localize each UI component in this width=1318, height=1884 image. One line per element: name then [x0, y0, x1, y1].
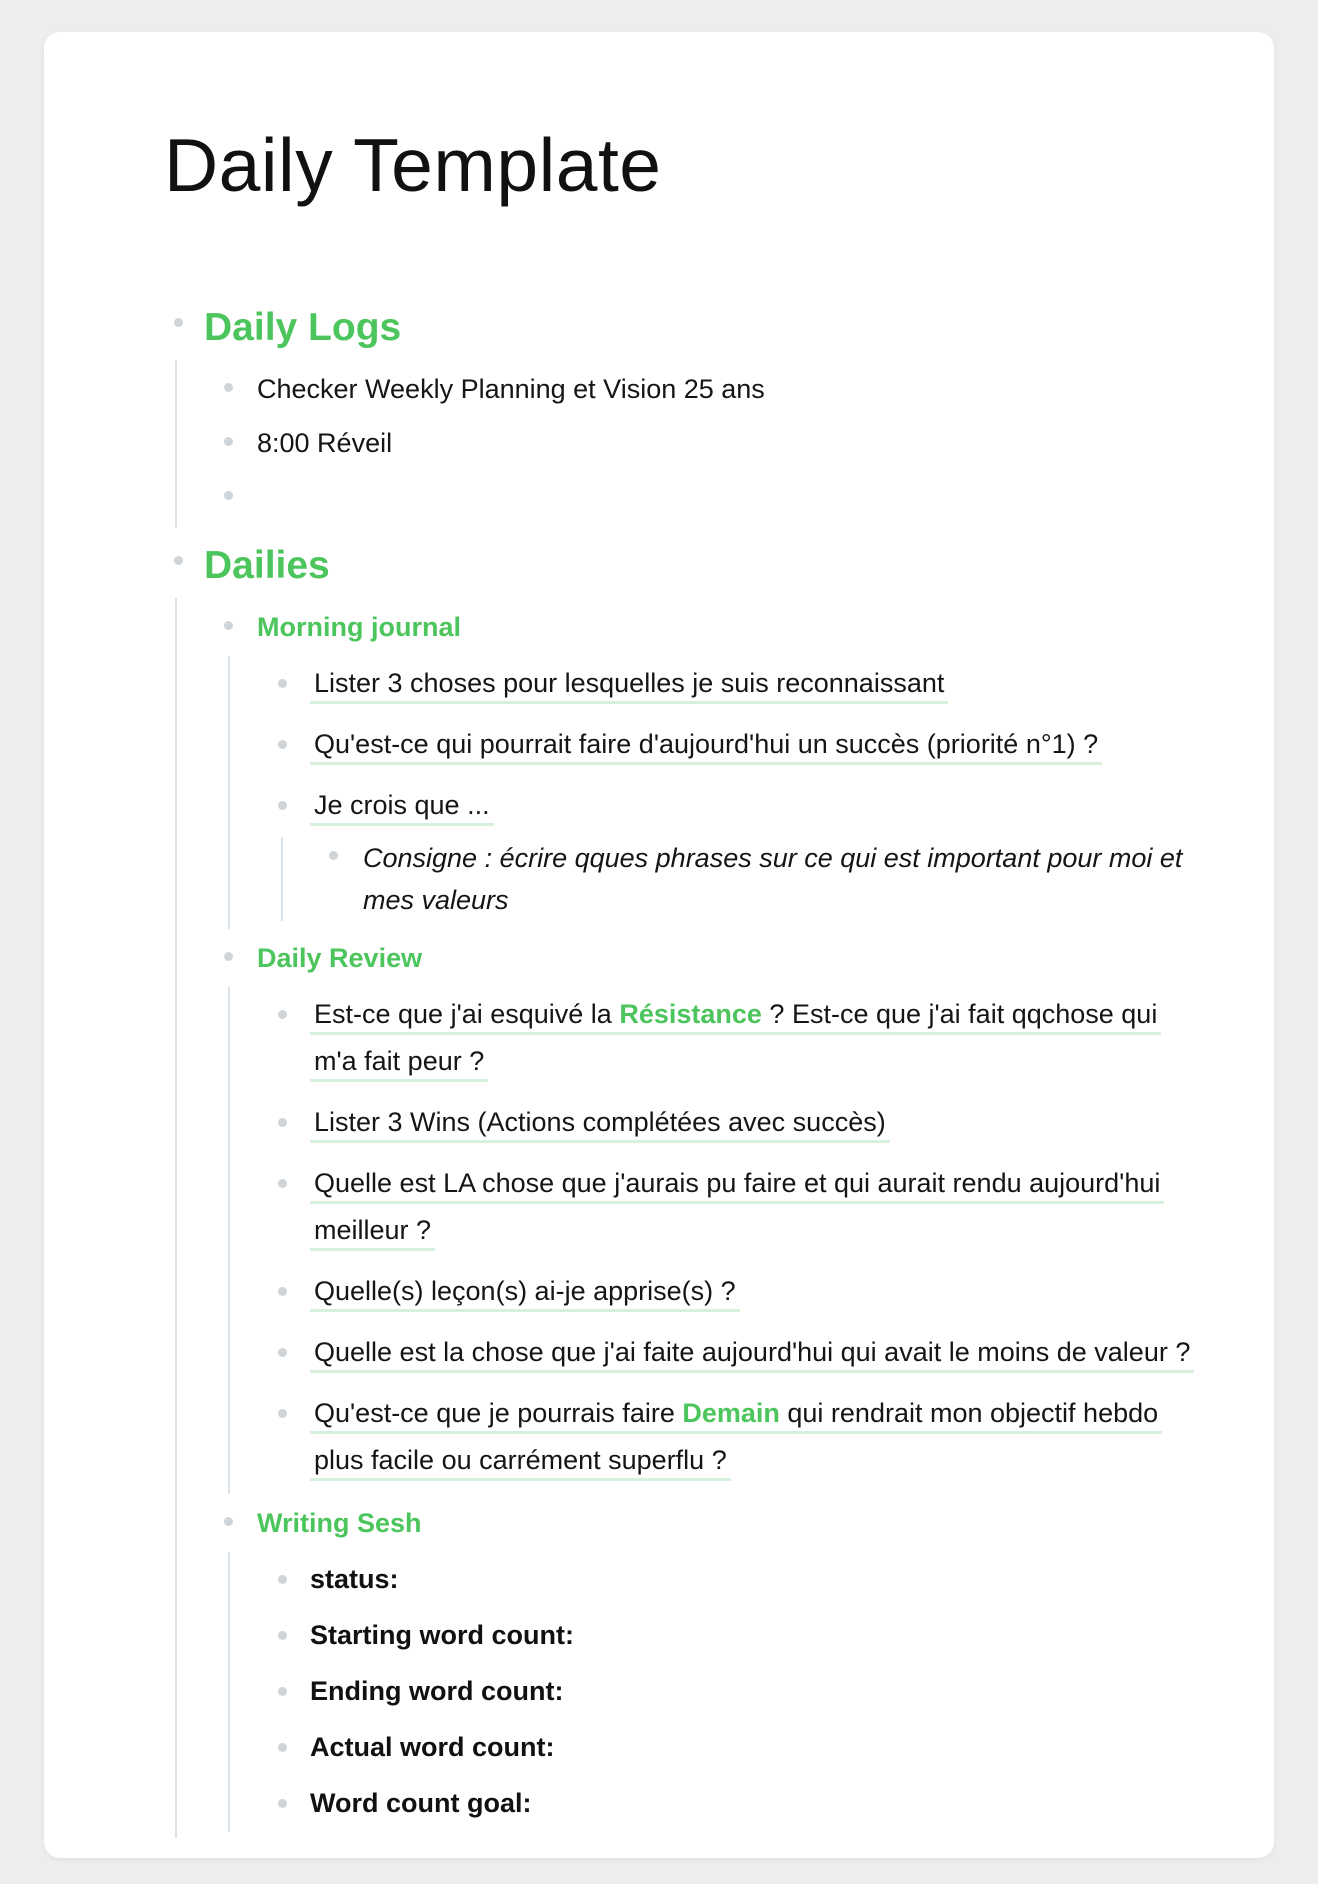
bullet-icon[interactable] — [174, 318, 183, 327]
bullet-icon[interactable] — [278, 1575, 287, 1584]
dailies-children — [175, 598, 1204, 1838]
bullet-icon[interactable] — [174, 556, 183, 565]
morning-journal-children — [228, 656, 1204, 929]
field-actual-word-count[interactable]: Actual word count: — [310, 1732, 555, 1762]
resistance-link[interactable]: Résistance — [619, 999, 762, 1029]
list-item — [230, 1776, 1204, 1832]
bullet-icon[interactable] — [278, 1631, 287, 1640]
list-item — [177, 416, 1204, 470]
page-title[interactable]: Daily Template — [164, 123, 662, 207]
bullet-icon[interactable] — [278, 1179, 287, 1188]
journal-prompt[interactable]: Qu'est-ce qui pourrait faire d'aujourd'hui un succès (priorité n°1) ? — [310, 723, 1102, 765]
daily-review-children — [228, 987, 1204, 1494]
note-page — [44, 32, 1274, 1858]
log-item[interactable]: Checker Weekly Planning et Vision 25 ans — [257, 374, 765, 404]
list-item — [230, 656, 1204, 717]
block-writing-sesh — [177, 1496, 1204, 1832]
bullet-icon[interactable] — [224, 621, 233, 630]
list-item — [230, 1264, 1204, 1325]
review-prompt[interactable]: Est-ce que j'ai esquivé la Résistance ? Est-ce que j'ai fait qqchose qui m'a fait peur ? — [310, 993, 1161, 1082]
bullet-icon[interactable] — [278, 740, 287, 749]
bullet-icon[interactable] — [224, 437, 233, 446]
list-item — [230, 1720, 1204, 1776]
list-item — [177, 362, 1204, 416]
review-prompt[interactable]: Quelle est la chose que j'ai faite aujourd'hui qui avait le moins de valeur ? — [310, 1331, 1194, 1373]
field-word-count-goal[interactable]: Word count goal: — [310, 1788, 532, 1818]
bullet-icon[interactable] — [278, 1010, 287, 1019]
daily-logs-children — [175, 360, 1204, 528]
block-dailies — [124, 538, 1204, 1838]
bullet-icon[interactable] — [278, 1799, 287, 1808]
review-prompt[interactable]: Lister 3 Wins (Actions complétées avec succès) — [310, 1101, 890, 1143]
list-item — [177, 470, 1204, 524]
block-daily-logs — [124, 300, 1204, 528]
heading-dailies[interactable]: Dailies — [204, 544, 330, 587]
field-starting-word-count[interactable]: Starting word count: — [310, 1620, 574, 1650]
list-item — [230, 1325, 1204, 1386]
demain-link[interactable]: Demain — [682, 1398, 780, 1428]
block-daily-review — [177, 931, 1204, 1494]
list-item — [230, 1095, 1204, 1156]
heading-daily-review[interactable]: Daily Review — [257, 943, 423, 973]
bullet-icon[interactable] — [278, 1687, 287, 1696]
heading-morning-journal[interactable]: Morning journal — [257, 612, 461, 642]
field-status[interactable]: status: — [310, 1564, 399, 1594]
bullet-icon[interactable] — [224, 383, 233, 392]
consigne-note[interactable]: Consigne : écrire qques phrases sur ce qui est important pour moi et mes valeurs — [363, 843, 1183, 915]
bullet-icon[interactable] — [278, 1743, 287, 1752]
list-item — [230, 778, 1204, 929]
bullet-icon[interactable] — [278, 679, 287, 688]
bullet-icon[interactable] — [224, 952, 233, 961]
bullet-icon[interactable] — [278, 1118, 287, 1127]
log-item[interactable]: 8:00 Réveil — [257, 428, 393, 458]
journal-prompt[interactable]: Je crois que ... — [310, 784, 494, 826]
list-item — [230, 1608, 1204, 1664]
list-item — [230, 1664, 1204, 1720]
list-item — [230, 717, 1204, 778]
writing-sesh-children — [228, 1552, 1204, 1832]
journal-prompt[interactable]: Lister 3 choses pour lesquelles je suis reconnaissant — [310, 662, 948, 704]
list-item — [230, 1552, 1204, 1608]
field-ending-word-count[interactable]: Ending word count: — [310, 1676, 564, 1706]
review-prompt[interactable]: Quelle(s) leçon(s) ai-je apprise(s) ? — [310, 1270, 740, 1312]
list-item — [230, 987, 1204, 1095]
review-prompt[interactable]: Quelle est LA chose que j'aurais pu faire et qui aurait rendu aujourd'hui meilleur ? — [310, 1162, 1164, 1251]
heading-writing-sesh[interactable]: Writing Sesh — [257, 1508, 422, 1538]
heading-daily-logs[interactable]: Daily Logs — [204, 306, 402, 349]
consigne-children — [281, 837, 1204, 921]
bullet-icon[interactable] — [224, 1517, 233, 1526]
bullet-icon[interactable] — [278, 1409, 287, 1418]
review-prompt[interactable]: Qu'est-ce que je pourrais faire Demain qui rendrait mon objectif hebdo plus facile ou carrément superflu ? — [310, 1392, 1162, 1481]
list-item — [283, 837, 1204, 921]
outline — [124, 300, 1204, 1838]
bullet-icon[interactable] — [278, 801, 287, 810]
block-morning-journal — [177, 600, 1204, 929]
list-item — [230, 1386, 1204, 1494]
bullet-icon[interactable] — [278, 1348, 287, 1357]
bullet-icon[interactable] — [224, 491, 233, 500]
bullet-icon[interactable] — [278, 1287, 287, 1296]
bullet-icon[interactable] — [329, 851, 338, 860]
list-item — [230, 1156, 1204, 1264]
